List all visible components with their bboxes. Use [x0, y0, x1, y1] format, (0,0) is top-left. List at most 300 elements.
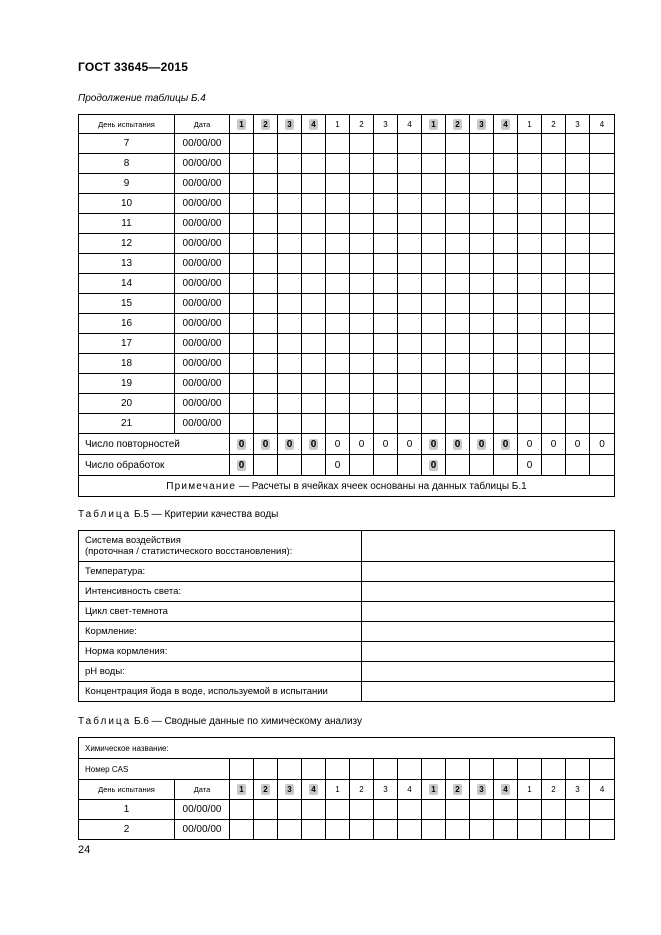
- value-cell: [374, 154, 398, 174]
- value-cell: [446, 254, 470, 274]
- value-cell: [470, 334, 494, 354]
- value-cell: [566, 134, 590, 154]
- treatments-value: [374, 455, 398, 476]
- value-cell: [494, 134, 518, 154]
- replicates-value: [494, 434, 518, 455]
- column-header-day: День испытания: [79, 780, 175, 800]
- value-cell: [398, 820, 422, 840]
- column-header-day: День испытания: [79, 115, 175, 134]
- column-header-number: [422, 780, 446, 800]
- replicates-value: 0: [590, 434, 615, 455]
- day-cell: 12: [79, 234, 175, 254]
- value-cell: [350, 234, 374, 254]
- criteria-label: Концентрация йода в воде, используемой в испытании: [79, 682, 362, 702]
- day-cell: 2: [79, 820, 175, 840]
- table-row: [79, 134, 615, 154]
- note-prefix: Примечание: [166, 480, 237, 492]
- day-cell: 8: [79, 154, 175, 174]
- date-cell: 00/00/00: [175, 414, 230, 434]
- table-row: [79, 820, 615, 840]
- value-cell: [302, 134, 326, 154]
- value-cell: [542, 374, 566, 394]
- replicates-row: [79, 434, 615, 455]
- value-cell: [542, 174, 566, 194]
- value-cell: [470, 759, 494, 780]
- table-row: [79, 314, 615, 334]
- date-cell: 00/00/00: [175, 274, 230, 294]
- value-cell: [254, 374, 278, 394]
- value-cell: [278, 214, 302, 234]
- value-cell: [566, 194, 590, 214]
- value-cell: [446, 194, 470, 214]
- value-cell: [374, 820, 398, 840]
- highlighted-value: 0: [262, 438, 269, 450]
- value-cell: [326, 274, 350, 294]
- treatments-value: [302, 455, 326, 476]
- value-cell: [254, 154, 278, 174]
- value-cell: [590, 374, 615, 394]
- column-header-number: 3: [374, 115, 398, 134]
- value-cell: [326, 414, 350, 434]
- value-cell: [422, 800, 446, 820]
- value-cell: [566, 254, 590, 274]
- value-cell: [230, 394, 254, 414]
- date-cell: 00/00/00: [175, 820, 230, 840]
- value-cell: [470, 354, 494, 374]
- replicates-value: 0: [518, 434, 542, 455]
- value-cell: [398, 234, 422, 254]
- value-cell: [590, 194, 615, 214]
- value-cell: [254, 234, 278, 254]
- value-cell: [278, 134, 302, 154]
- replicates-value: 0: [398, 434, 422, 455]
- value-cell: [542, 414, 566, 434]
- value-cell: [590, 234, 615, 254]
- day-cell: 9: [79, 174, 175, 194]
- column-header-number: [446, 115, 470, 134]
- value-cell: [566, 759, 590, 780]
- value-cell: [278, 414, 302, 434]
- criteria-label: Цикл свет-темнота: [79, 602, 362, 622]
- value-cell: [446, 234, 470, 254]
- criteria-value: [362, 682, 615, 702]
- value-cell: [302, 354, 326, 374]
- day-cell: 20: [79, 394, 175, 414]
- value-cell: [350, 254, 374, 274]
- value-cell: [374, 354, 398, 374]
- column-header-number: 1: [518, 115, 542, 134]
- value-cell: [422, 174, 446, 194]
- replicates-label: Число повторностей: [79, 434, 230, 455]
- column-header-number: 2: [350, 780, 374, 800]
- value-cell: [230, 334, 254, 354]
- value-cell: [494, 294, 518, 314]
- value-cell: [230, 174, 254, 194]
- replicates-value: [446, 434, 470, 455]
- value-cell: [302, 294, 326, 314]
- value-cell: [302, 174, 326, 194]
- highlighted-value: 1: [237, 119, 246, 130]
- value-cell: [566, 394, 590, 414]
- value-cell: [518, 414, 542, 434]
- replicates-value: 0: [566, 434, 590, 455]
- value-cell: [254, 134, 278, 154]
- value-cell: [254, 820, 278, 840]
- column-header-number: 1: [518, 780, 542, 800]
- highlighted-value: 3: [285, 784, 294, 795]
- highlighted-value: 2: [261, 119, 270, 130]
- day-cell: 11: [79, 214, 175, 234]
- treatments-value: [470, 455, 494, 476]
- value-cell: [566, 374, 590, 394]
- value-cell: [398, 174, 422, 194]
- table-row: [79, 154, 615, 174]
- value-cell: [302, 820, 326, 840]
- value-cell: [518, 800, 542, 820]
- highlighted-value: 2: [261, 784, 270, 795]
- value-cell: [350, 154, 374, 174]
- value-cell: [590, 414, 615, 434]
- value-cell: [422, 154, 446, 174]
- treatments-value: [446, 455, 470, 476]
- value-cell: [542, 800, 566, 820]
- criteria-label: Система воздействия (проточная / статистического восстановления):: [79, 531, 362, 562]
- value-cell: [278, 174, 302, 194]
- value-cell: [374, 294, 398, 314]
- value-cell: [302, 314, 326, 334]
- value-cell: [350, 334, 374, 354]
- value-cell: [446, 214, 470, 234]
- column-header-number: [278, 780, 302, 800]
- value-cell: [470, 294, 494, 314]
- value-cell: [278, 394, 302, 414]
- value-cell: [422, 334, 446, 354]
- day-cell: 17: [79, 334, 175, 354]
- value-cell: [302, 274, 326, 294]
- criteria-value: [362, 602, 615, 622]
- value-cell: [326, 334, 350, 354]
- value-cell: [542, 154, 566, 174]
- value-cell: [494, 174, 518, 194]
- table-row: [79, 194, 615, 214]
- column-header-number: 1: [326, 115, 350, 134]
- value-cell: [398, 254, 422, 274]
- value-cell: [590, 134, 615, 154]
- value-cell: [566, 214, 590, 234]
- highlighted-value: 3: [477, 784, 486, 795]
- value-cell: [494, 374, 518, 394]
- value-cell: [374, 274, 398, 294]
- value-cell: [302, 759, 326, 780]
- value-cell: [350, 374, 374, 394]
- value-cell: [326, 134, 350, 154]
- value-cell: [518, 154, 542, 174]
- value-cell: [590, 294, 615, 314]
- column-header-number: [470, 115, 494, 134]
- criteria-row: [79, 602, 615, 622]
- value-cell: [278, 274, 302, 294]
- column-header-number: 4: [590, 115, 615, 134]
- value-cell: [422, 294, 446, 314]
- value-cell: [470, 414, 494, 434]
- value-cell: [542, 394, 566, 414]
- highlighted-value: 0: [430, 459, 437, 471]
- value-cell: [422, 214, 446, 234]
- highlighted-value: 0: [286, 438, 293, 450]
- value-cell: [326, 294, 350, 314]
- value-cell: [518, 334, 542, 354]
- value-cell: [446, 174, 470, 194]
- value-cell: [542, 759, 566, 780]
- value-cell: [398, 414, 422, 434]
- value-cell: [302, 254, 326, 274]
- value-cell: [374, 134, 398, 154]
- value-cell: [470, 214, 494, 234]
- value-cell: [590, 394, 615, 414]
- value-cell: [494, 394, 518, 414]
- value-cell: [302, 234, 326, 254]
- value-cell: [350, 134, 374, 154]
- value-cell: [542, 294, 566, 314]
- value-cell: [470, 394, 494, 414]
- value-cell: [278, 354, 302, 374]
- value-cell: [254, 174, 278, 194]
- value-cell: [470, 314, 494, 334]
- value-cell: [278, 820, 302, 840]
- highlighted-value: 2: [453, 119, 462, 130]
- value-cell: [398, 394, 422, 414]
- replicates-value: [302, 434, 326, 455]
- value-cell: [518, 354, 542, 374]
- value-cell: [326, 820, 350, 840]
- day-cell: 15: [79, 294, 175, 314]
- table-row: [79, 294, 615, 314]
- value-cell: [398, 759, 422, 780]
- value-cell: [350, 800, 374, 820]
- value-cell: [374, 800, 398, 820]
- value-cell: [398, 214, 422, 234]
- value-cell: [590, 800, 615, 820]
- value-cell: [518, 374, 542, 394]
- value-cell: [422, 254, 446, 274]
- value-cell: [518, 234, 542, 254]
- chemical-name-row: [79, 738, 615, 759]
- value-cell: [494, 759, 518, 780]
- value-cell: [254, 274, 278, 294]
- value-cell: [518, 214, 542, 234]
- value-cell: [446, 334, 470, 354]
- value-cell: [278, 334, 302, 354]
- highlighted-value: 0: [454, 438, 461, 450]
- value-cell: [446, 394, 470, 414]
- replicates-value: [470, 434, 494, 455]
- criteria-label: Кормление:: [79, 622, 362, 642]
- value-cell: [518, 759, 542, 780]
- value-cell: [230, 374, 254, 394]
- table-row: [79, 334, 615, 354]
- value-cell: [470, 134, 494, 154]
- treatments-value: [350, 455, 374, 476]
- value-cell: [422, 134, 446, 154]
- treatments-value: [230, 455, 254, 476]
- column-header-number: [278, 115, 302, 134]
- highlighted-value: 0: [238, 459, 245, 471]
- criteria-label: Интенсивность света:: [79, 582, 362, 602]
- value-cell: [422, 314, 446, 334]
- value-cell: [254, 759, 278, 780]
- value-cell: [254, 294, 278, 314]
- value-cell: [278, 314, 302, 334]
- value-cell: [278, 294, 302, 314]
- value-cell: [470, 374, 494, 394]
- value-cell: [446, 800, 470, 820]
- table-b5-caption-word: Таблица: [78, 509, 132, 520]
- value-cell: [566, 354, 590, 374]
- value-cell: [566, 294, 590, 314]
- table-b5: [78, 530, 615, 702]
- value-cell: [446, 294, 470, 314]
- value-cell: [494, 820, 518, 840]
- column-header-number: [254, 780, 278, 800]
- value-cell: [302, 334, 326, 354]
- value-cell: [542, 314, 566, 334]
- value-cell: [302, 800, 326, 820]
- value-cell: [350, 194, 374, 214]
- value-cell: [350, 820, 374, 840]
- value-cell: [350, 394, 374, 414]
- table-row: [79, 234, 615, 254]
- table-row: [79, 174, 615, 194]
- replicates-value: 0: [326, 434, 350, 455]
- value-cell: [518, 314, 542, 334]
- value-cell: [374, 314, 398, 334]
- value-cell: [518, 254, 542, 274]
- replicates-value: [254, 434, 278, 455]
- highlighted-value: 0: [478, 438, 485, 450]
- value-cell: [374, 374, 398, 394]
- highlighted-value: 4: [501, 784, 510, 795]
- value-cell: [470, 274, 494, 294]
- value-cell: [566, 414, 590, 434]
- day-cell: 10: [79, 194, 175, 214]
- value-cell: [230, 354, 254, 374]
- value-cell: [542, 134, 566, 154]
- date-cell: 00/00/00: [175, 214, 230, 234]
- criteria-row: [79, 662, 615, 682]
- value-cell: [398, 800, 422, 820]
- date-cell: 00/00/00: [175, 254, 230, 274]
- column-header-date: Дата: [175, 780, 230, 800]
- date-cell: 00/00/00: [175, 800, 230, 820]
- value-cell: [398, 354, 422, 374]
- column-header-date: Дата: [175, 115, 230, 134]
- criteria-value: [362, 582, 615, 602]
- value-cell: [230, 254, 254, 274]
- table-row: [79, 214, 615, 234]
- value-cell: [230, 194, 254, 214]
- column-header-number: 2: [542, 780, 566, 800]
- highlighted-value: 1: [429, 784, 438, 795]
- value-cell: [302, 374, 326, 394]
- criteria-row: [79, 582, 615, 602]
- value-cell: [302, 194, 326, 214]
- table-b6-caption-word: Таблица: [78, 716, 132, 727]
- value-cell: [254, 314, 278, 334]
- value-cell: [590, 334, 615, 354]
- table-b5-caption-title: Б.5 — Критерии качества воды: [131, 509, 279, 520]
- criteria-value: [362, 622, 615, 642]
- value-cell: [254, 334, 278, 354]
- value-cell: [326, 394, 350, 414]
- table-b6-caption: [78, 716, 362, 727]
- value-cell: [542, 214, 566, 234]
- column-header-number: [470, 780, 494, 800]
- value-cell: [374, 174, 398, 194]
- table-row: [79, 354, 615, 374]
- value-cell: [446, 374, 470, 394]
- highlighted-value: 1: [237, 784, 246, 795]
- column-header-number: [302, 780, 326, 800]
- value-cell: [470, 254, 494, 274]
- value-cell: [398, 134, 422, 154]
- value-cell: [374, 759, 398, 780]
- criteria-value: [362, 562, 615, 582]
- value-cell: [302, 214, 326, 234]
- highlighted-value: 4: [309, 784, 318, 795]
- column-header-number: [254, 115, 278, 134]
- value-cell: [326, 800, 350, 820]
- table-row: [79, 414, 615, 434]
- value-cell: [230, 274, 254, 294]
- page-number: 24: [78, 844, 91, 856]
- value-cell: [374, 334, 398, 354]
- table-row: [79, 374, 615, 394]
- value-cell: [446, 274, 470, 294]
- value-cell: [566, 274, 590, 294]
- value-cell: [326, 154, 350, 174]
- date-cell: 00/00/00: [175, 194, 230, 214]
- date-cell: 00/00/00: [175, 354, 230, 374]
- treatments-value: 0: [518, 455, 542, 476]
- note-row: [79, 476, 615, 497]
- highlighted-value: 2: [453, 784, 462, 795]
- criteria-value: [362, 642, 615, 662]
- table-row: [79, 254, 615, 274]
- value-cell: [278, 154, 302, 174]
- value-cell: [494, 254, 518, 274]
- value-cell: [422, 374, 446, 394]
- table-row: [79, 394, 615, 414]
- value-cell: [542, 234, 566, 254]
- value-cell: [350, 354, 374, 374]
- highlighted-value: 4: [501, 119, 510, 130]
- value-cell: [422, 414, 446, 434]
- value-cell: [326, 234, 350, 254]
- criteria-value: [362, 531, 615, 562]
- column-header-number: [446, 780, 470, 800]
- value-cell: [590, 174, 615, 194]
- value-cell: [326, 254, 350, 274]
- value-cell: [446, 134, 470, 154]
- value-cell: [398, 274, 422, 294]
- value-cell: [470, 174, 494, 194]
- value-cell: [398, 374, 422, 394]
- value-cell: [518, 174, 542, 194]
- value-cell: [494, 314, 518, 334]
- document-code: ГОСТ 33645—2015: [78, 60, 189, 74]
- date-cell: 00/00/00: [175, 294, 230, 314]
- criteria-label: Температура:: [79, 562, 362, 582]
